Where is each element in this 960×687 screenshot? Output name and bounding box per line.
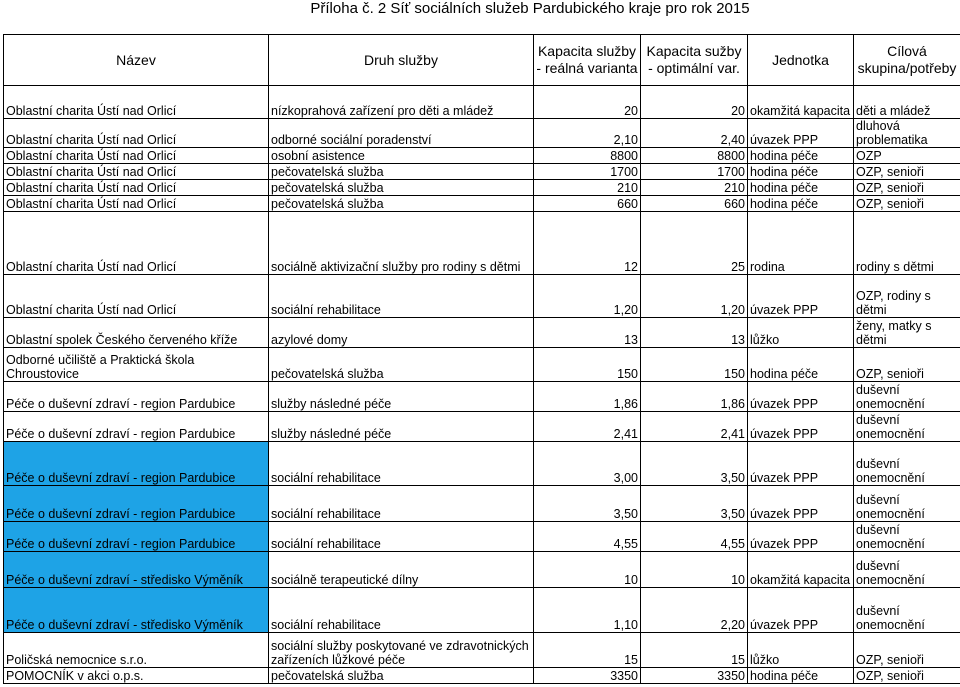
provider-name: Péče o duševní zdraví - region Pardubice bbox=[4, 486, 269, 522]
unit: hodina péče bbox=[748, 668, 854, 684]
capacity-real: 4,55 bbox=[534, 522, 641, 552]
header-capacity-real: Kapacita služby - reálná varianta bbox=[534, 35, 641, 86]
table-row bbox=[4, 348, 960, 382]
table-row bbox=[4, 442, 960, 486]
target-group: duševní onemocnění bbox=[854, 588, 960, 633]
capacity-real: 1700 bbox=[534, 164, 641, 180]
table-row bbox=[4, 86, 960, 119]
provider-name: Oblastní charita Ústí nad Orlicí bbox=[4, 148, 269, 164]
capacity-real: 12 bbox=[534, 212, 641, 275]
unit: lůžko bbox=[748, 633, 854, 668]
service-type: pečovatelská služba bbox=[269, 180, 534, 196]
table-row bbox=[4, 119, 960, 148]
service-type: sociální rehabilitace bbox=[269, 442, 534, 486]
table-row bbox=[4, 552, 960, 588]
service-type: služby následné péče bbox=[269, 412, 534, 442]
target-group: duševní onemocnění bbox=[854, 382, 960, 412]
capacity-optimal: 13 bbox=[641, 318, 748, 348]
capacity-real: 10 bbox=[534, 552, 641, 588]
capacity-optimal: 2,41 bbox=[641, 412, 748, 442]
target-group: OZP, senioři bbox=[854, 196, 960, 212]
unit: okamžitá kapacita bbox=[748, 552, 854, 588]
provider-name: Oblastní charita Ústí nad Orlicí bbox=[4, 275, 269, 318]
provider-name: Péče o duševní zdraví - region Pardubice bbox=[4, 442, 269, 486]
capacity-optimal: 8800 bbox=[641, 148, 748, 164]
table-row bbox=[4, 382, 960, 412]
capacity-real: 15 bbox=[534, 633, 641, 668]
service-type: pečovatelská služba bbox=[269, 348, 534, 382]
target-group: duševní onemocnění bbox=[854, 522, 960, 552]
provider-name: Oblastní charita Ústí nad Orlicí bbox=[4, 86, 269, 119]
provider-name: Odborné učiliště a Praktická škola Chroustovice bbox=[4, 348, 269, 382]
capacity-real: 1,10 bbox=[534, 588, 641, 633]
unit: rodina bbox=[748, 212, 854, 275]
capacity-optimal: 1700 bbox=[641, 164, 748, 180]
service-type: osobní asistence bbox=[269, 148, 534, 164]
capacity-real: 660 bbox=[534, 196, 641, 212]
unit: úvazek PPP bbox=[748, 119, 854, 148]
capacity-real: 8800 bbox=[534, 148, 641, 164]
capacity-real: 13 bbox=[534, 318, 641, 348]
target-group: OZP, senioři bbox=[854, 180, 960, 196]
target-group: ženy, matky s dětmi bbox=[854, 318, 960, 348]
target-group: OZP bbox=[854, 148, 960, 164]
capacity-optimal: 3350 bbox=[641, 668, 748, 684]
provider-name: Oblastní charita Ústí nad Orlicí bbox=[4, 212, 269, 275]
unit: okamžitá kapacita bbox=[748, 86, 854, 119]
table-row bbox=[4, 588, 960, 633]
target-group: duševní onemocnění bbox=[854, 442, 960, 486]
service-type: sociální služby poskytované ve zdravotnických zařízeních lůžkové péče bbox=[269, 633, 534, 668]
target-group: OZP, senioři bbox=[854, 668, 960, 684]
capacity-real: 210 bbox=[534, 180, 641, 196]
table-row bbox=[4, 196, 960, 212]
capacity-optimal: 1,86 bbox=[641, 382, 748, 412]
provider-name: Poličská nemocnice s.r.o. bbox=[4, 633, 269, 668]
service-type: pečovatelská služba bbox=[269, 668, 534, 684]
provider-name: Péče o duševní zdraví - středisko Výměník bbox=[4, 588, 269, 633]
table-row bbox=[4, 275, 960, 318]
header-service: Druh služby bbox=[269, 35, 534, 86]
unit: hodina péče bbox=[748, 164, 854, 180]
service-type: sociální rehabilitace bbox=[269, 522, 534, 552]
provider-name: Péče o duševní zdraví - středisko Výměník bbox=[4, 552, 269, 588]
unit: hodina péče bbox=[748, 348, 854, 382]
capacity-real: 3350 bbox=[534, 668, 641, 684]
capacity-optimal: 210 bbox=[641, 180, 748, 196]
target-group: rodiny s dětmi bbox=[854, 212, 960, 275]
capacity-optimal: 3,50 bbox=[641, 442, 748, 486]
service-type: nízkoprahová zařízení pro děti a mládež bbox=[269, 86, 534, 119]
target-group: duševní onemocnění bbox=[854, 412, 960, 442]
capacity-real: 2,10 bbox=[534, 119, 641, 148]
target-group: OZP, rodiny s dětmi bbox=[854, 275, 960, 318]
capacity-real: 3,50 bbox=[534, 486, 641, 522]
page-title: Příloha č. 2 Síť sociálních služeb Pardubického kraje pro rok 2015 bbox=[310, 0, 750, 17]
capacity-real: 2,41 bbox=[534, 412, 641, 442]
unit: hodina péče bbox=[748, 180, 854, 196]
table-row bbox=[4, 318, 960, 348]
provider-name: Oblastní charita Ústí nad Orlicí bbox=[4, 119, 269, 148]
service-type: odborné sociální poradenství bbox=[269, 119, 534, 148]
unit: úvazek PPP bbox=[748, 522, 854, 552]
table-row bbox=[4, 633, 960, 668]
unit: úvazek PPP bbox=[748, 382, 854, 412]
capacity-optimal: 25 bbox=[641, 212, 748, 275]
capacity-real: 1,86 bbox=[534, 382, 641, 412]
capacity-real: 1,20 bbox=[534, 275, 641, 318]
header-target-group: Cílová skupina/potřeby bbox=[854, 35, 960, 86]
provider-name: Oblastní charita Ústí nad Orlicí bbox=[4, 196, 269, 212]
service-type: azylové domy bbox=[269, 318, 534, 348]
table-row bbox=[4, 486, 960, 522]
unit: úvazek PPP bbox=[748, 486, 854, 522]
provider-name: Oblastní spolek Českého červeného kříže bbox=[4, 318, 269, 348]
header-capacity-optimal: Kapacita sužby - optimální var. bbox=[641, 35, 748, 86]
target-group: OZP, senioři bbox=[854, 164, 960, 180]
target-group: dluhová problematika bbox=[854, 119, 960, 148]
unit: hodina péče bbox=[748, 196, 854, 212]
table-row bbox=[4, 412, 960, 442]
unit: úvazek PPP bbox=[748, 275, 854, 318]
capacity-real: 150 bbox=[534, 348, 641, 382]
unit: hodina péče bbox=[748, 148, 854, 164]
capacity-optimal: 2,40 bbox=[641, 119, 748, 148]
table-row bbox=[4, 164, 960, 180]
target-group: duševní onemocnění bbox=[854, 552, 960, 588]
capacity-optimal: 150 bbox=[641, 348, 748, 382]
target-group: duševní onemocnění bbox=[854, 486, 960, 522]
capacity-optimal: 1,20 bbox=[641, 275, 748, 318]
capacity-optimal: 2,20 bbox=[641, 588, 748, 633]
provider-name: Péče o duševní zdraví - region Pardubice bbox=[4, 412, 269, 442]
provider-name: POMOCNÍK v akci o.p.s. bbox=[4, 668, 269, 684]
capacity-optimal: 10 bbox=[641, 552, 748, 588]
service-type: sociálně terapeutické dílny bbox=[269, 552, 534, 588]
table-row bbox=[4, 180, 960, 196]
unit: lůžko bbox=[748, 318, 854, 348]
table-row bbox=[4, 212, 960, 275]
target-group: OZP, senioři bbox=[854, 348, 960, 382]
service-type: sociálně aktivizační služby pro rodiny s dětmi bbox=[269, 212, 534, 275]
service-type: sociální rehabilitace bbox=[269, 588, 534, 633]
provider-name: Péče o duševní zdraví - region Pardubice bbox=[4, 382, 269, 412]
capacity-optimal: 3,50 bbox=[641, 486, 748, 522]
capacity-optimal: 15 bbox=[641, 633, 748, 668]
service-type: pečovatelská služba bbox=[269, 164, 534, 180]
target-group: děti a mládež bbox=[854, 86, 960, 119]
service-type: sociální rehabilitace bbox=[269, 275, 534, 318]
table-row bbox=[4, 668, 960, 684]
provider-name: Péče o duševní zdraví - region Pardubice bbox=[4, 522, 269, 552]
unit: úvazek PPP bbox=[748, 412, 854, 442]
capacity-optimal: 20 bbox=[641, 86, 748, 119]
table-row bbox=[4, 148, 960, 164]
service-type: služby následné péče bbox=[269, 382, 534, 412]
capacity-real: 3,00 bbox=[534, 442, 641, 486]
table-row bbox=[4, 522, 960, 552]
unit: úvazek PPP bbox=[748, 442, 854, 486]
header-unit: Jednotka bbox=[748, 35, 854, 86]
capacity-optimal: 660 bbox=[641, 196, 748, 212]
capacity-optimal: 4,55 bbox=[641, 522, 748, 552]
unit: úvazek PPP bbox=[748, 588, 854, 633]
header-name: Název bbox=[4, 35, 269, 86]
target-group: OZP, senioři bbox=[854, 633, 960, 668]
provider-name: Oblastní charita Ústí nad Orlicí bbox=[4, 164, 269, 180]
service-type: pečovatelská služba bbox=[269, 196, 534, 212]
provider-name: Oblastní charita Ústí nad Orlicí bbox=[4, 180, 269, 196]
service-type: sociální rehabilitace bbox=[269, 486, 534, 522]
services-table bbox=[3, 34, 960, 684]
capacity-real: 20 bbox=[534, 86, 641, 119]
